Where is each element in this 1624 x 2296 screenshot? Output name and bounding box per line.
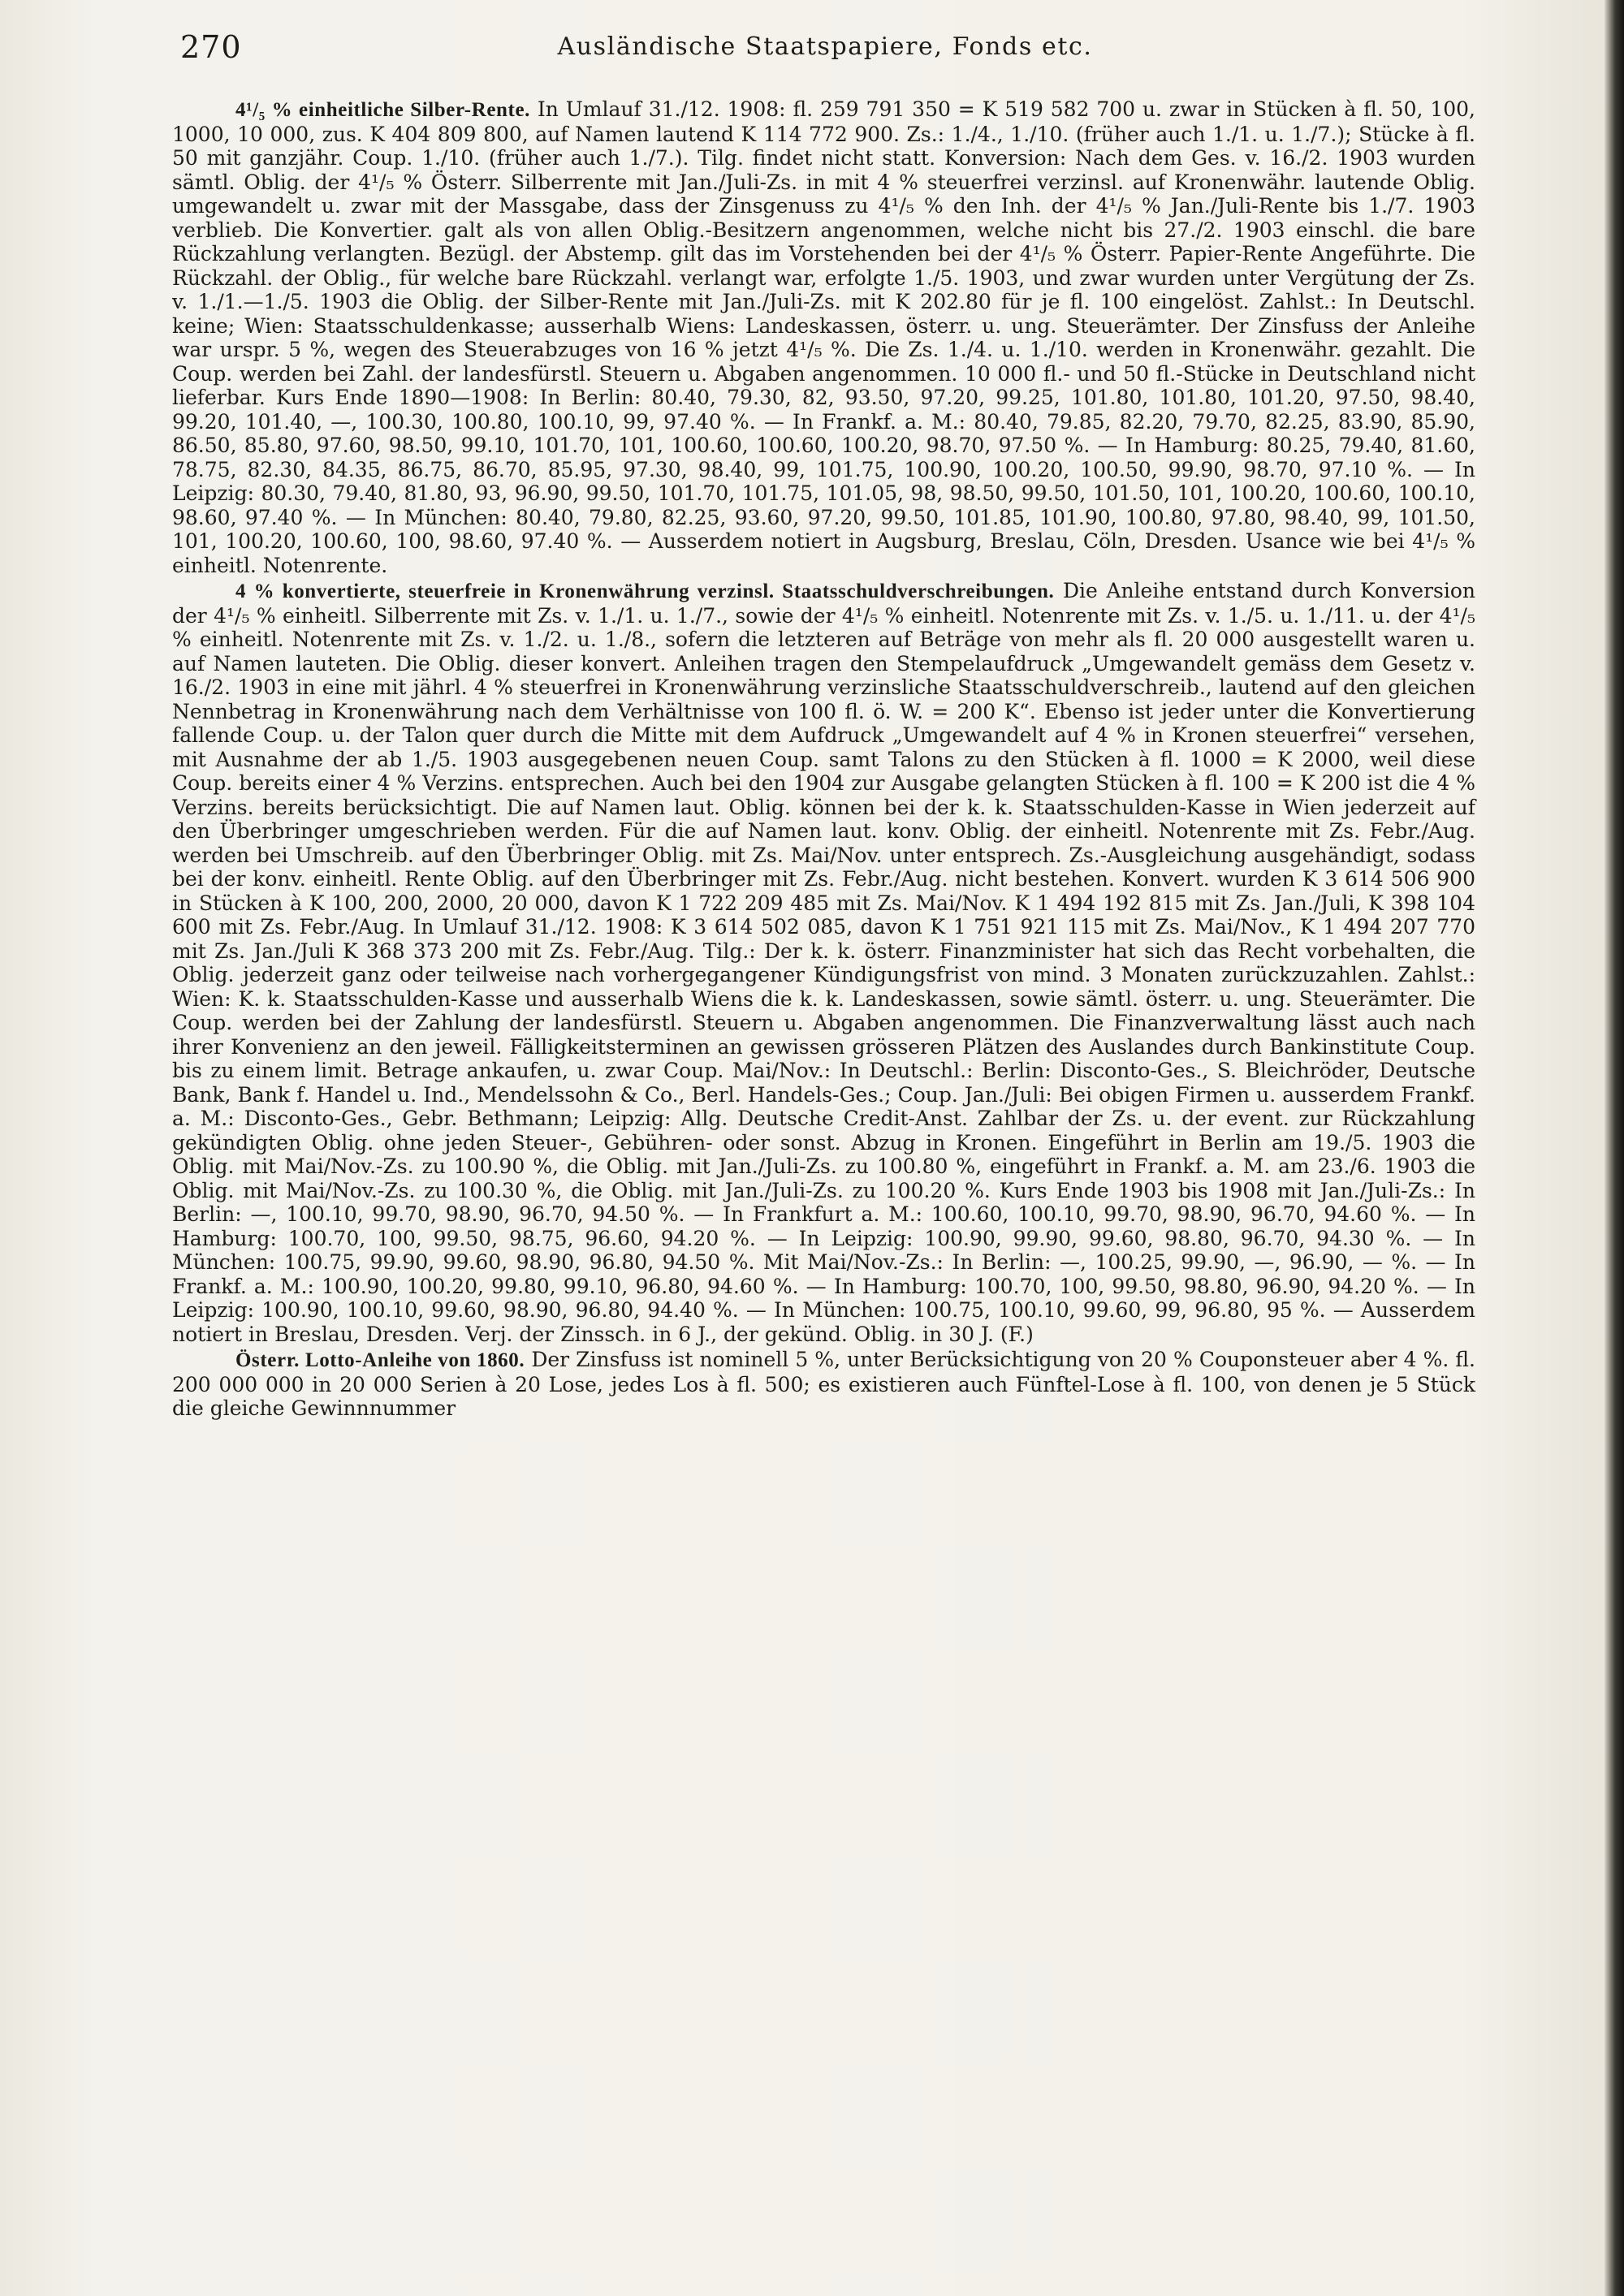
section-silber-rente [172,97,1475,577]
page-number: 270 [180,29,242,65]
section-text: In Umlauf 31./12. 1908: fl. 259 791 350 = K 519 582 700 u. zwar in Stücken à fl. 50, 100, 1000, 10 000, zus. K 404 809 800, auf Namen lautend K 114 772 900. Zs.: 1./4., 1./10. (früher auch 1./1. u. 1./7.); Stücke à fl. 50 mit ganzjähr. Coup. 1./10. (früher auch 1./7.). Tilg. findet nicht statt. Konversion: Nach dem Ges. v. 16./2. 1903 wurden sämtl. Oblig. der 4¹/₅ % Österr. Silberrente mit Jan./Juli-Zs. in mit 4 % steuerfrei verzinsl. auf Kronenwähr. lautende Oblig. umgewandelt u. zwar mit der Massgabe, dass der Zinsgenuss zu 4¹/₅ % den Inh. der 4¹/₅ % Jan./Juli-Rente bis 1./7. 1903 verblieb. Die Konvertier. galt als von allen Oblig.-Besitzern angenommen, welche nicht bis 27./2. 1903 einschl. die bare Rückzahlung verlangten. Bezügl. der Abstemp. gilt das im Vorstehenden bei der 4¹/₅ % Österr. Papier-Rente Angeführte. Die Rückzahl. der Oblig., für welche bare Rückzahl. verlangt war, erfolgte 1./5. 1903, und zwar wurden unter Vergütung der Zs. v. 1./1.—1./5. 1903 die Oblig. der Silber-Rente mit Jan./Juli-Zs. mit K 202.80 für je fl. 100 eingelöst. Zahlst.: In Deutschl. keine; Wien: Staatsschuldenkasse; ausserhalb Wiens: Landeskassen, österr. u. ung. Steuerämter. Der Zinsfuss der Anleihe war urspr. 5 %, wegen des Steuerabzuges von 16 % jetzt 4¹/₅ %. Die Zs. 1./4. u. 1./10. werden in Kronenwähr. gezahlt. Die Coup. werden bei Zahl. der landesfürstl. Steuern u. Abgaben angenommen. 10 000 fl.- und 50 fl.-Stücke in Deutschland nicht lieferbar. Kurs Ende 1890—1908: In Berlin: 80.40, 79.30, 82, 93.50, 97.20, 99.25, 101.80, 101.80, 101.20, 97.50, 98.40, 99.20, 101.40, —, 100.30, 100.80, 100.10, 99, 97.40 %. — In Frankf. a. M.: 80.40, 79.85, 82.20, 79.70, 82.25, 83.90, 85.90, 86.50, 85.80, 97.60, 98.50, 99.10, 101.70, 101, 100.60, 100.60, 100.20, 98.70, 97.50 %. — In Hamburg: 80.25, 79.40, 81.60, 78.75, 82.30, 84.35, 86.75, 86.70, 85.95, 97.30, 98.40, 99, 101.75, 100.90, 100.20, 100.50, 99.90, 98.70, 97.10 %. — In Leipzig: 80.30, 79.40, 81.80, 93, 96.90, 99.50, 101.70, 101.75, 101.05, 98, 98.50, 99.50, 101.50, 101, 100.20, 100.60, 100.10, 98.60, 97.40 %. — In München: 80.40, 79.80, 82.25, 93.60, 97.20, 99.50, 101.85, 101.90, 100.80, 97.80, 98.40, 99, 101.50, 101, 100.20, 100.60, 100, 98.60, 97.40 %. — Ausserdem notiert in Augsburg, Breslau, Cöln, Dresden. Usance wie bei 4¹/₅ % einheitl. Notenrente. [172,97,1475,577]
running-title: Ausländische Staatspapiere, Fonds etc. [557,32,1093,61]
section-heading: 4¹/₅ % einheitliche Silber-Rente. [235,99,531,121]
page-header [180,29,1470,71]
page-body [172,97,1475,1421]
section-text: Der Zinsfuss ist nominell 5 %, unter Berücksichtigung von 20 % Couponsteuer aber 4 %. fl. 200 000 000 in 20 000 Serien à 20 Lose, jedes Los à fl. 500; es existieren auch Fünftel-Lose à fl. 100, von denen je 5 Stück die gleiche Gewinnnummer [172,1348,1475,1420]
section-heading: 4 % konvertierte, steuerfreie in Kronenwährung verzinsl. Staatsschuldverschreibungen. [235,580,1055,602]
section-text: Die Anleihe entstand durch Konversion der 4¹/₅ % einheitl. Silberrente mit Zs. v. 1./1. u. 1./7., sowie der 4¹/₅ % einheitl. Notenrente mit Zs. v. 1./5. u. 1./11. u. der 4¹/₅ % einheitl. Notenrente mit Zs. v. 1./2. u. 1./8., sofern die letzteren auf Beträge von mehr als fl. 20 000 ausgestellt waren u. auf Namen lauteten. Die Oblig. dieser konvert. Anleihen tragen den Stempelaufdruck „Umgewandelt gemäss dem Gesetz v. 16./2. 1903 in eine mit jährl. 4 % steuerfrei in Kronenwährung verzinsliche Staatsschuldverschreib., lautend auf den gleichen Nennbetrag in Kronenwährung nach dem Verhältnisse von 100 fl. ö. W. = 200 K“. Ebenso ist jeder unter die Konvertierung fallende Coup. u. der Talon quer durch die Mitte mit dem Aufdruck „Umgewandelt auf 4 % in Kronen steuerfrei“ versehen, mit Ausnahme der ab 1./5. 1903 ausgegebenen neuen Coup. samt Talons zu den Stücken à fl. 1000 = K 2000, weil diese Coup. bereits einer 4 % Verzins. entsprechen. Auch bei den 1904 zur Ausgabe gelangten Stücken à fl. 100 = K 200 ist die 4 % Verzins. bereits berücksichtigt. Die auf Namen laut. Oblig. können bei der k. k. Staatsschulden-Kasse in Wien jederzeit auf den Überbringer umgeschrieben werden. Für die auf Namen laut. konv. Oblig. der einheitl. Notenrente mit Zs. Febr./Aug. werden bei Umschreib. auf den Überbringer Oblig. mit Zs. Mai/Nov. unter entsprech. Zs.-Ausgleichung ausgehändigt, sodass bei der konv. einheitl. Rente Oblig. auf den Überbringer mit Zs. Febr./Aug. nicht bestehen. Konvert. wurden K 3 614 506 900 in Stücken à K 100, 200, 2000, 20 000, davon K 1 722 209 485 mit Zs. Mai/Nov. K 1 494 192 815 mit Zs. Jan./Juli, K 398 104 600 mit Zs. Febr./Aug. In Umlauf 31./12. 1908: K 3 614 502 085, davon K 1 751 921 115 mit Zs. Mai/Nov., K 1 494 207 770 mit Zs. Jan./Juli K 368 373 200 mit Zs. Febr./Aug. Tilg.: Der k. k. österr. Finanzminister hat sich das Recht vorbehalten, die Oblig. jederzeit ganz oder teilweise nach vorhergegangener Kündigungsfrist von mind. 3 Monaten zurückzuzahlen. Zahlst.: Wien: K. k. Staatsschulden-Kasse und ausserhalb Wiens die k. k. Landeskassen, sowie sämtl. österr. u. ung. Steuerämter. Die Coup. werden bei der Zahlung der landesfürstl. Steuern u. Abgaben angenommen. Die Finanzverwaltung lässt auch nach ihrer Konvenienz an den jeweil. Fälligkeitsterminen an gewissen grösseren Plätzen des Auslandes durch Bankinstitute Coup. bis zu einem limit. Betrage ankaufen, u. zwar Coup. Mai/Nov.: In Deutschl.: Berlin: Disconto-Ges., S. Bleichröder, Deutsche Bank, Bank f. Handel u. Ind., Mendelssohn & Co., Berl. Handels-Ges.; Coup. Jan./Juli: Bei obigen Firmen u. ausserdem Frankf. a. M.: Disconto-Ges., Gebr. Bethmann; Leipzig: Allg. Deutsche Credit-Anst. Zahlbar der Zs. u. der event. zur Rückzahlung gekündigten Oblig. ohne jeden Steuer-, Gebühren- oder sonst. Abzug in Kronen. Eingeführt in Berlin am 19./5. 1903 die Oblig. mit Mai/Nov.-Zs. zu 100.90 %, die Oblig. mit Jan./Juli-Zs. zu 100.80 %, eingeführt in Frankf. a. M. am 23./6. 1903 die Oblig. mit Mai/Nov.-Zs. zu 100.30 %, die Oblig. mit Jan./Juli-Zs. zu 100.20 %. Kurs Ende 1903 bis 1908 mit Jan./Juli-Zs.: In Berlin: —, 100.10, 99.70, 98.90, 96.70, 94.50 %. — In Frankfurt a. M.: 100.60, 100.10, 99.70, 98.90, 96.70, 94.60 %. — In Hamburg: 100.70, 100, 99.50, 98.75, 96.60, 94.20 %. — In Leipzig: 100.90, 99.90, 99.60, 98.80, 96.70, 94.30 %. — In München: 100.75, 99.90, 99.60, 98.90, 96.80, 94.50 %. Mit Mai/Nov.-Zs.: In Berlin: —, 100.25, 99.90, —, 96.90, — %. — In Frankf. a. M.: 100.90, 100.20, 99.80, 99.10, 96.80, 94.60 %. — In Hamburg: 100.70, 100, 99.50, 98.80, 96.90, 94.20 %. — In Leipzig: 100.90, 100.10, 99.60, 98.90, 96.80, 94.40 %. — In München: 100.75, 100.10, 99.60, 99, 96.80, 95 %. — Ausserdem notiert in Breslau, Dresden. Verj. der Zinssch. in 6 J., der gekünd. Oblig. in 30 J. (F.) [172,579,1476,1346]
section-lotto-anleihe-1860 [172,1348,1475,1421]
page-binding-edge [1605,0,1624,2296]
section-heading: Österr. Lotto-Anleihe von 1860. [235,1349,525,1371]
section-konvertierte-schuldverschreibungen [172,579,1475,1346]
